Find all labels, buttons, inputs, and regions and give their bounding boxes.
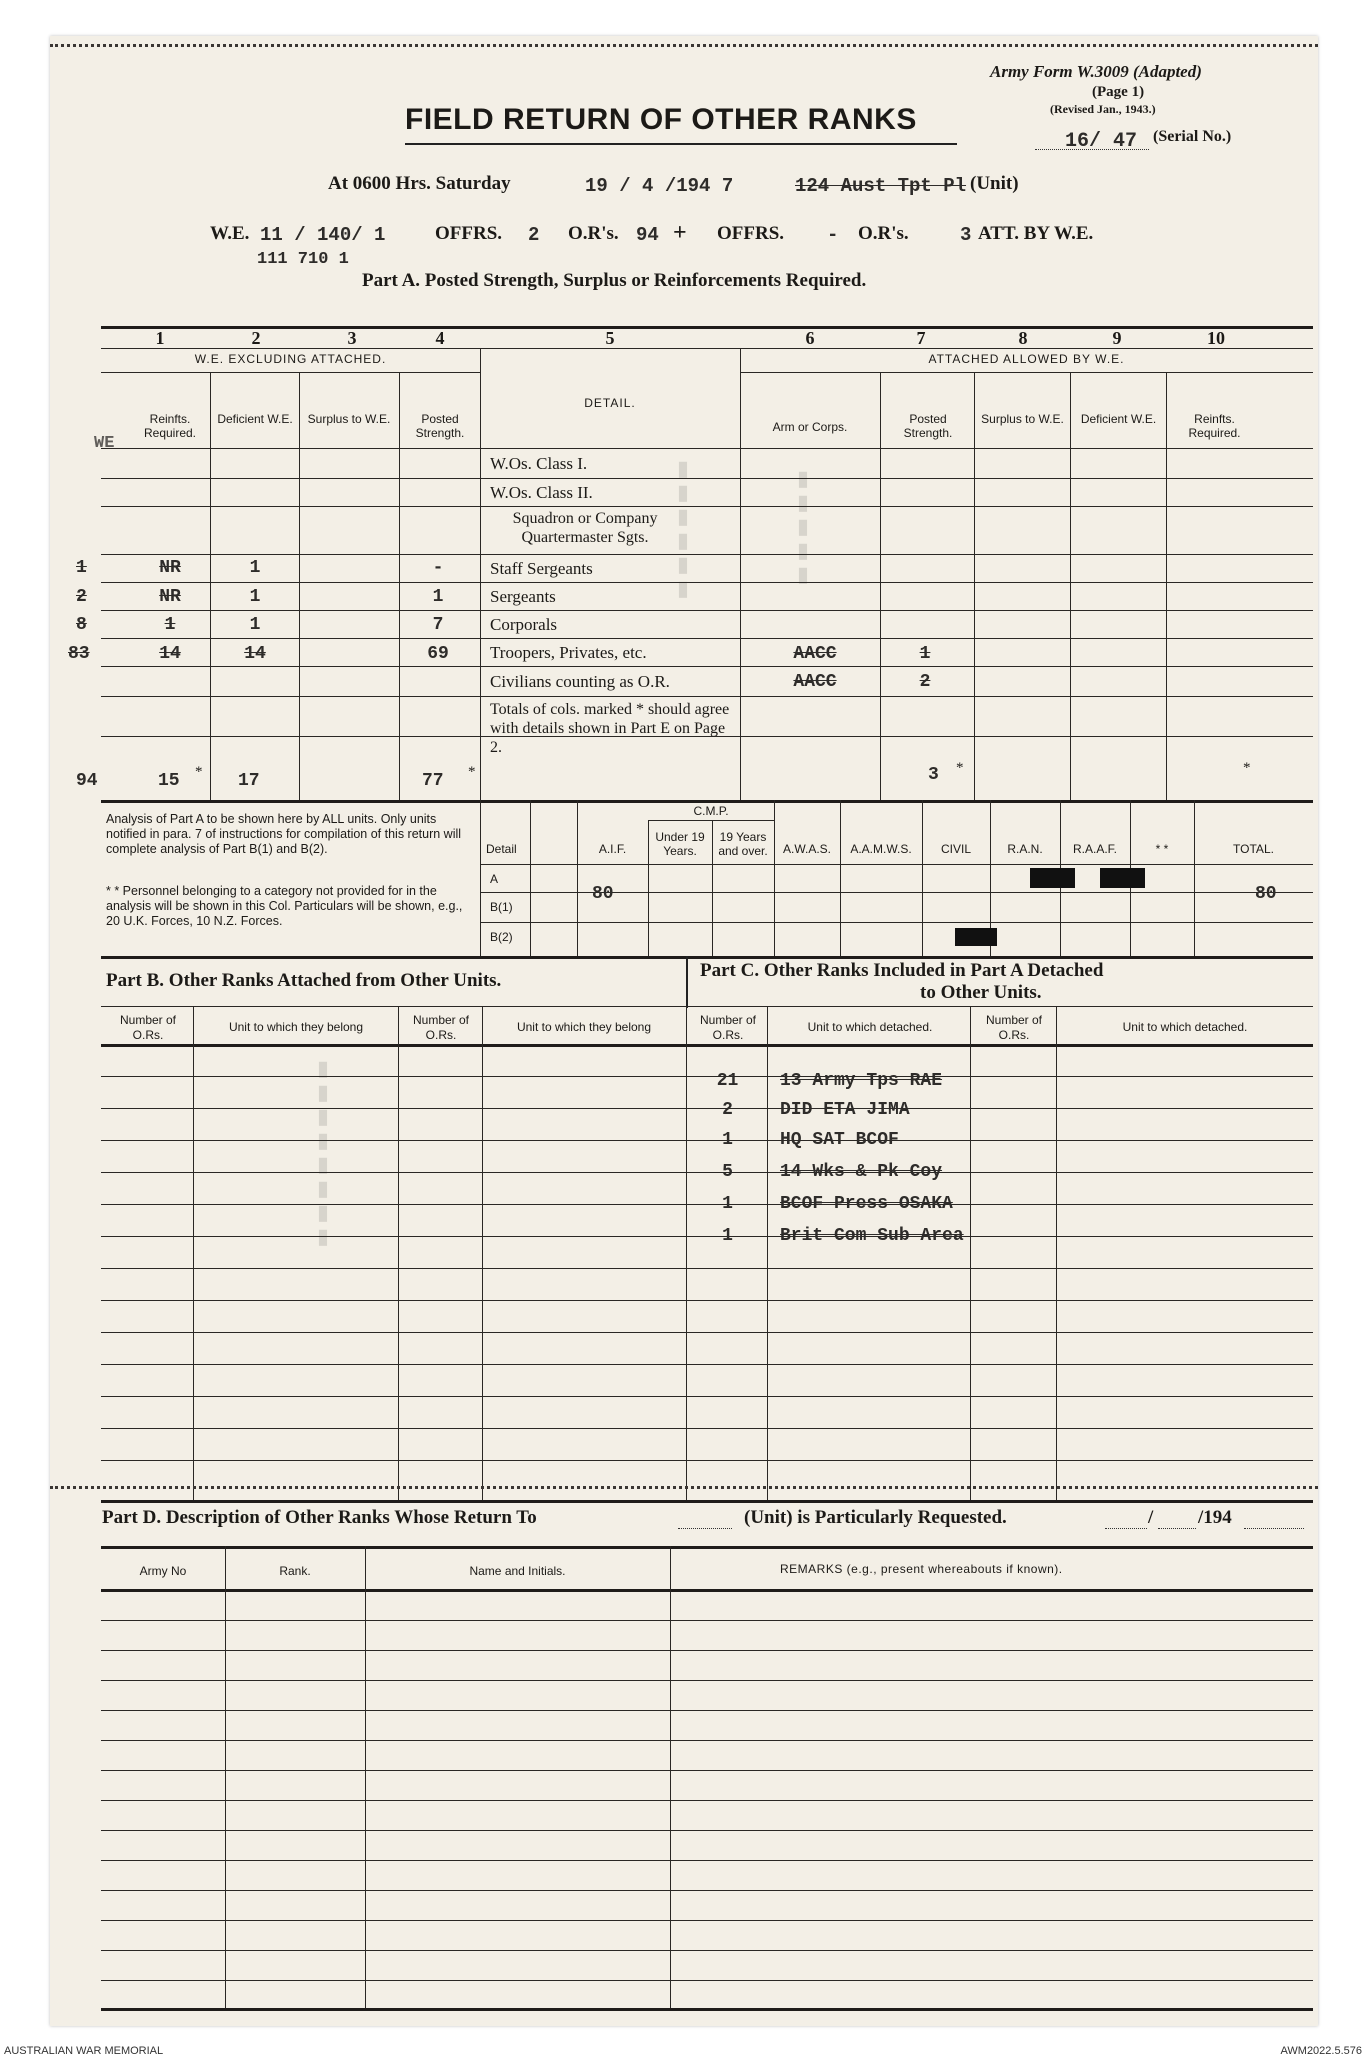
row-we-value: 2 (76, 587, 87, 607)
date-value: 19 / 4 /194 7 (585, 175, 734, 197)
row-posted-att-value: 1 (919, 644, 931, 664)
form-title: FIELD RETURN OF OTHER RANKS (405, 103, 917, 136)
we-margin-note: WE (94, 434, 115, 453)
footer-accession: AWM2022.5.576 (1280, 2045, 1362, 2057)
redaction-mark (1100, 868, 1145, 888)
part-d-title-unit: (Unit) is Particularly Requested. (744, 1507, 1007, 1528)
part-c-entry-unit: 13 Army Tps RAE (780, 1071, 943, 1091)
perforation-middle (50, 1486, 1318, 1489)
analysis-row-b2: B(2) (490, 930, 513, 944)
col-number: 8 (1018, 328, 1028, 348)
col-number: 1 (155, 328, 165, 348)
part-b-unit-header: Unit to which they belong (228, 1020, 364, 1034)
perforation-top (50, 44, 1318, 47)
part-d-remarks-header: REMARKS (e.g., present whereabouts if known). (780, 1562, 1063, 1576)
part-c-entry-num: 1 (722, 1130, 733, 1150)
total-deficient-value: 17 (238, 771, 260, 791)
detail-header: DETAIL. (584, 396, 636, 410)
row-deficient-value: 1 (249, 615, 261, 635)
analysis-aamws-header: A.A.M.W.S. (850, 842, 912, 856)
col-number: 2 (251, 328, 261, 348)
header-arm-corps: Arm or Corps. (772, 420, 848, 434)
col-number: 3 (347, 328, 357, 348)
part-b-unit2-header: Unit to which they belong (516, 1020, 652, 1034)
analysis-over19-header: 19 Years and over. (718, 830, 768, 858)
analysis-cmp-header: C.M.P. (693, 804, 729, 818)
analysis-under19-header: Under 19 Years. (655, 830, 705, 858)
part-d-title-year: /194 (1198, 1507, 1232, 1528)
form-sheet (50, 36, 1318, 2026)
part-c-entry-num: 5 (722, 1162, 733, 1182)
ors-label: O.R's. (568, 223, 619, 244)
part-d-rank-header: Rank. (279, 1564, 311, 1578)
total-posted-att-value: 3 (928, 765, 939, 785)
detail-troopers: Troopers, Privates, etc. (490, 643, 647, 662)
header-surplus: Surplus to W.E. (307, 412, 391, 426)
offrs2-value: - (827, 224, 839, 246)
redaction-mark (955, 928, 997, 946)
part-c-entry-num: 1 (722, 1226, 733, 1246)
analysis-row-b1: B(1) (490, 900, 513, 914)
total-star: * (468, 764, 476, 780)
part-c-title-line2: to Other Units. (920, 982, 1042, 1003)
part-c-unit-header: Unit to which detached. (807, 1020, 933, 1034)
part-c-entry-num: 21 (716, 1071, 739, 1091)
header-posted-att: Posted Strength. (903, 412, 953, 440)
part-c-unit2-header: Unit to which detached. (1122, 1020, 1248, 1034)
detail-wo-class1: W.Os. Class I. (490, 454, 588, 473)
analysis-note-2: * * Personnel belonging to a category not provided for in the analysis will be shown in this Col. Particulars will be shown, e.g., 20 U.K. Forces, 10 N.Z. Forces. (106, 884, 463, 928)
we-value: 11 / 140/ 1 (260, 224, 386, 246)
show-through-marks: ▮▮▮▮▮▮ (671, 456, 693, 600)
detail-corporals: Corporals (490, 615, 558, 634)
header-reinfts-att: Reinfts. Required. (1188, 412, 1241, 440)
row-we-value: 8 (76, 615, 87, 635)
row-arm-corps-value: AACC (793, 672, 837, 692)
part-d-army-no-header: Army No (139, 1564, 187, 1578)
part-b-num-header: Number of O.Rs. (119, 1013, 177, 1042)
detail-sergeants: Sergeants (490, 587, 556, 606)
unit-label: (Unit) (970, 173, 1019, 194)
part-c-entry-unit: Brit Com Sub Area (780, 1226, 964, 1246)
part-c-num-header: Number of O.Rs. (699, 1013, 757, 1042)
ors2-label: O.R's. (858, 223, 909, 244)
part-c-title: Part C. Other Ranks Included in Part A Detached (700, 960, 1104, 981)
part-c-entry-unit: BCOF Press OSAKA (780, 1194, 953, 1214)
analysis-other-header: * * (1155, 842, 1169, 856)
row-we-value: 83 (68, 644, 90, 664)
serial-value: 16/ 47 (1065, 130, 1138, 153)
col-number: 4 (435, 328, 445, 348)
total-star: * (1243, 760, 1251, 776)
ors2-value: 3 (960, 224, 972, 246)
row-reinfts-value: 1 (164, 615, 176, 635)
part-d-name-header: Name and Initials. (469, 1564, 566, 1578)
analysis-note-1: Analysis of Part A to be shown here by ALL units. Only units notified in para. 7 of instructions for compilation of this return will complete analysis of Part B(1) and B(2). (106, 812, 462, 856)
col-number: 10 (1207, 328, 1225, 348)
group-header-attached: ATTACHED ALLOWED BY W.E. (928, 352, 1125, 366)
army-form-label: Army Form W.3009 (Adapted) (990, 62, 1202, 81)
analysis-awas-header: A.W.A.S. (782, 842, 831, 856)
row-deficient-value: 14 (244, 644, 266, 664)
row-posted-value: 7 (432, 615, 444, 635)
ors-value: 94 (636, 224, 659, 246)
part-b-title: Part B. Other Ranks Attached from Other Units. (106, 970, 502, 991)
detail-totals: Totals of cols. marked * should agree with details shown in Part E on Page 2. (490, 701, 730, 756)
we-label: W.E. (210, 223, 250, 244)
offrs-value: 2 (528, 224, 540, 246)
analysis-civil-header: CIVIL (940, 842, 971, 856)
total-star: * (956, 760, 964, 776)
row-posted-att-value: 2 (919, 672, 931, 692)
detail-sqn-qm: Squadron or Company Quartermaster Sgts. (512, 510, 658, 546)
col-number: 7 (916, 328, 926, 348)
analysis-aif-header: A.I.F. (598, 842, 627, 856)
total-reinfts-value: 15 (158, 771, 180, 791)
col-number: 9 (1112, 328, 1122, 348)
analysis-a-aif-value: 80 (592, 884, 614, 904)
part-b-num2-header: Number of O.Rs. (412, 1013, 470, 1042)
redaction-mark (1030, 868, 1075, 888)
row-reinfts-value: 14 (159, 644, 181, 664)
part-d-title: Part D. Description of Other Ranks Whose Return To (102, 1507, 537, 1528)
row-posted-value: - (432, 558, 444, 578)
att-label: ATT. BY W.E. (978, 223, 1094, 244)
analysis-total-header: TOTAL. (1233, 842, 1274, 856)
header-deficient: Deficient W.E. (217, 412, 293, 426)
part-c-entry-num: 1 (722, 1194, 733, 1214)
row-deficient-value: 1 (249, 558, 261, 578)
row-arm-corps-value: AACC (793, 644, 837, 664)
we-sub-value: 111 710 1 (257, 250, 349, 269)
part-d-title-slash: / (1148, 1507, 1154, 1528)
plus-sign: + (673, 220, 687, 246)
page-label: (Page 1) (1092, 84, 1145, 100)
footer-credit: AUSTRALIAN WAR MEMORIAL (4, 2045, 164, 2057)
analysis-raaf-header: R.A.A.F. (1072, 842, 1117, 856)
detail-wo-class2: W.Os. Class II. (490, 483, 593, 502)
detail-staff-sgts: Staff Sergeants (490, 559, 593, 578)
total-star: * (195, 764, 203, 780)
total-posted-value: 77 (422, 771, 444, 791)
col-number: 5 (605, 328, 615, 348)
col-number: 6 (805, 328, 815, 348)
offrs-label: OFFRS. (435, 223, 503, 244)
revised-label: (Revised Jan., 1943.) (1050, 102, 1156, 116)
analysis-a-total-value: 80 (1255, 884, 1277, 904)
offrs2-label: OFFRS. (717, 223, 785, 244)
part-c-entry-unit: DID ETA JIMA (780, 1100, 910, 1120)
header-posted: Posted Strength. (415, 412, 465, 440)
row-we-value: 1 (76, 558, 87, 578)
row-reinfts-value: NR (159, 558, 181, 578)
row-reinfts-value: NR (159, 587, 181, 607)
part-c-entry-num: 2 (722, 1100, 733, 1120)
total-we-value: 94 (76, 771, 98, 791)
serial-label: (Serial No.) (1153, 128, 1232, 145)
at-hours-label: At 0600 Hrs. Saturday (328, 173, 511, 194)
row-posted-value: 69 (427, 644, 449, 664)
row-posted-value: 1 (432, 587, 444, 607)
row-deficient-value: 1 (249, 587, 261, 607)
part-c-num2-header: Number of O.Rs. (985, 1013, 1043, 1042)
unit-value: 124 Aust Tpt Pl (795, 175, 967, 197)
header-deficient-att: Deficient W.E. (1080, 412, 1157, 426)
header-surplus-att: Surplus to W.E. (981, 412, 1064, 426)
show-through-marks: ▮▮▮▮▮ (791, 466, 813, 586)
detail-civilians: Civilians counting as O.R. (490, 672, 670, 691)
group-header-we: W.E. EXCLUDING ATTACHED. (194, 352, 387, 366)
analysis-detail-header: Detail (486, 842, 517, 856)
analysis-row-a: A (490, 872, 499, 886)
part-c-entry-unit: HQ SAT BCOF (780, 1130, 899, 1150)
show-through-marks: ▮▮▮▮▮▮▮▮ (311, 1056, 333, 1248)
analysis-ran-header: R.A.N. (1007, 842, 1043, 856)
part-c-entry-unit: 14 Wks & Pk Coy (780, 1162, 943, 1182)
part-a-title: Part A. Posted Strength, Surplus or Reinforcements Required. (362, 270, 867, 291)
header-reinfts: Reinfts. Required. (143, 412, 197, 440)
